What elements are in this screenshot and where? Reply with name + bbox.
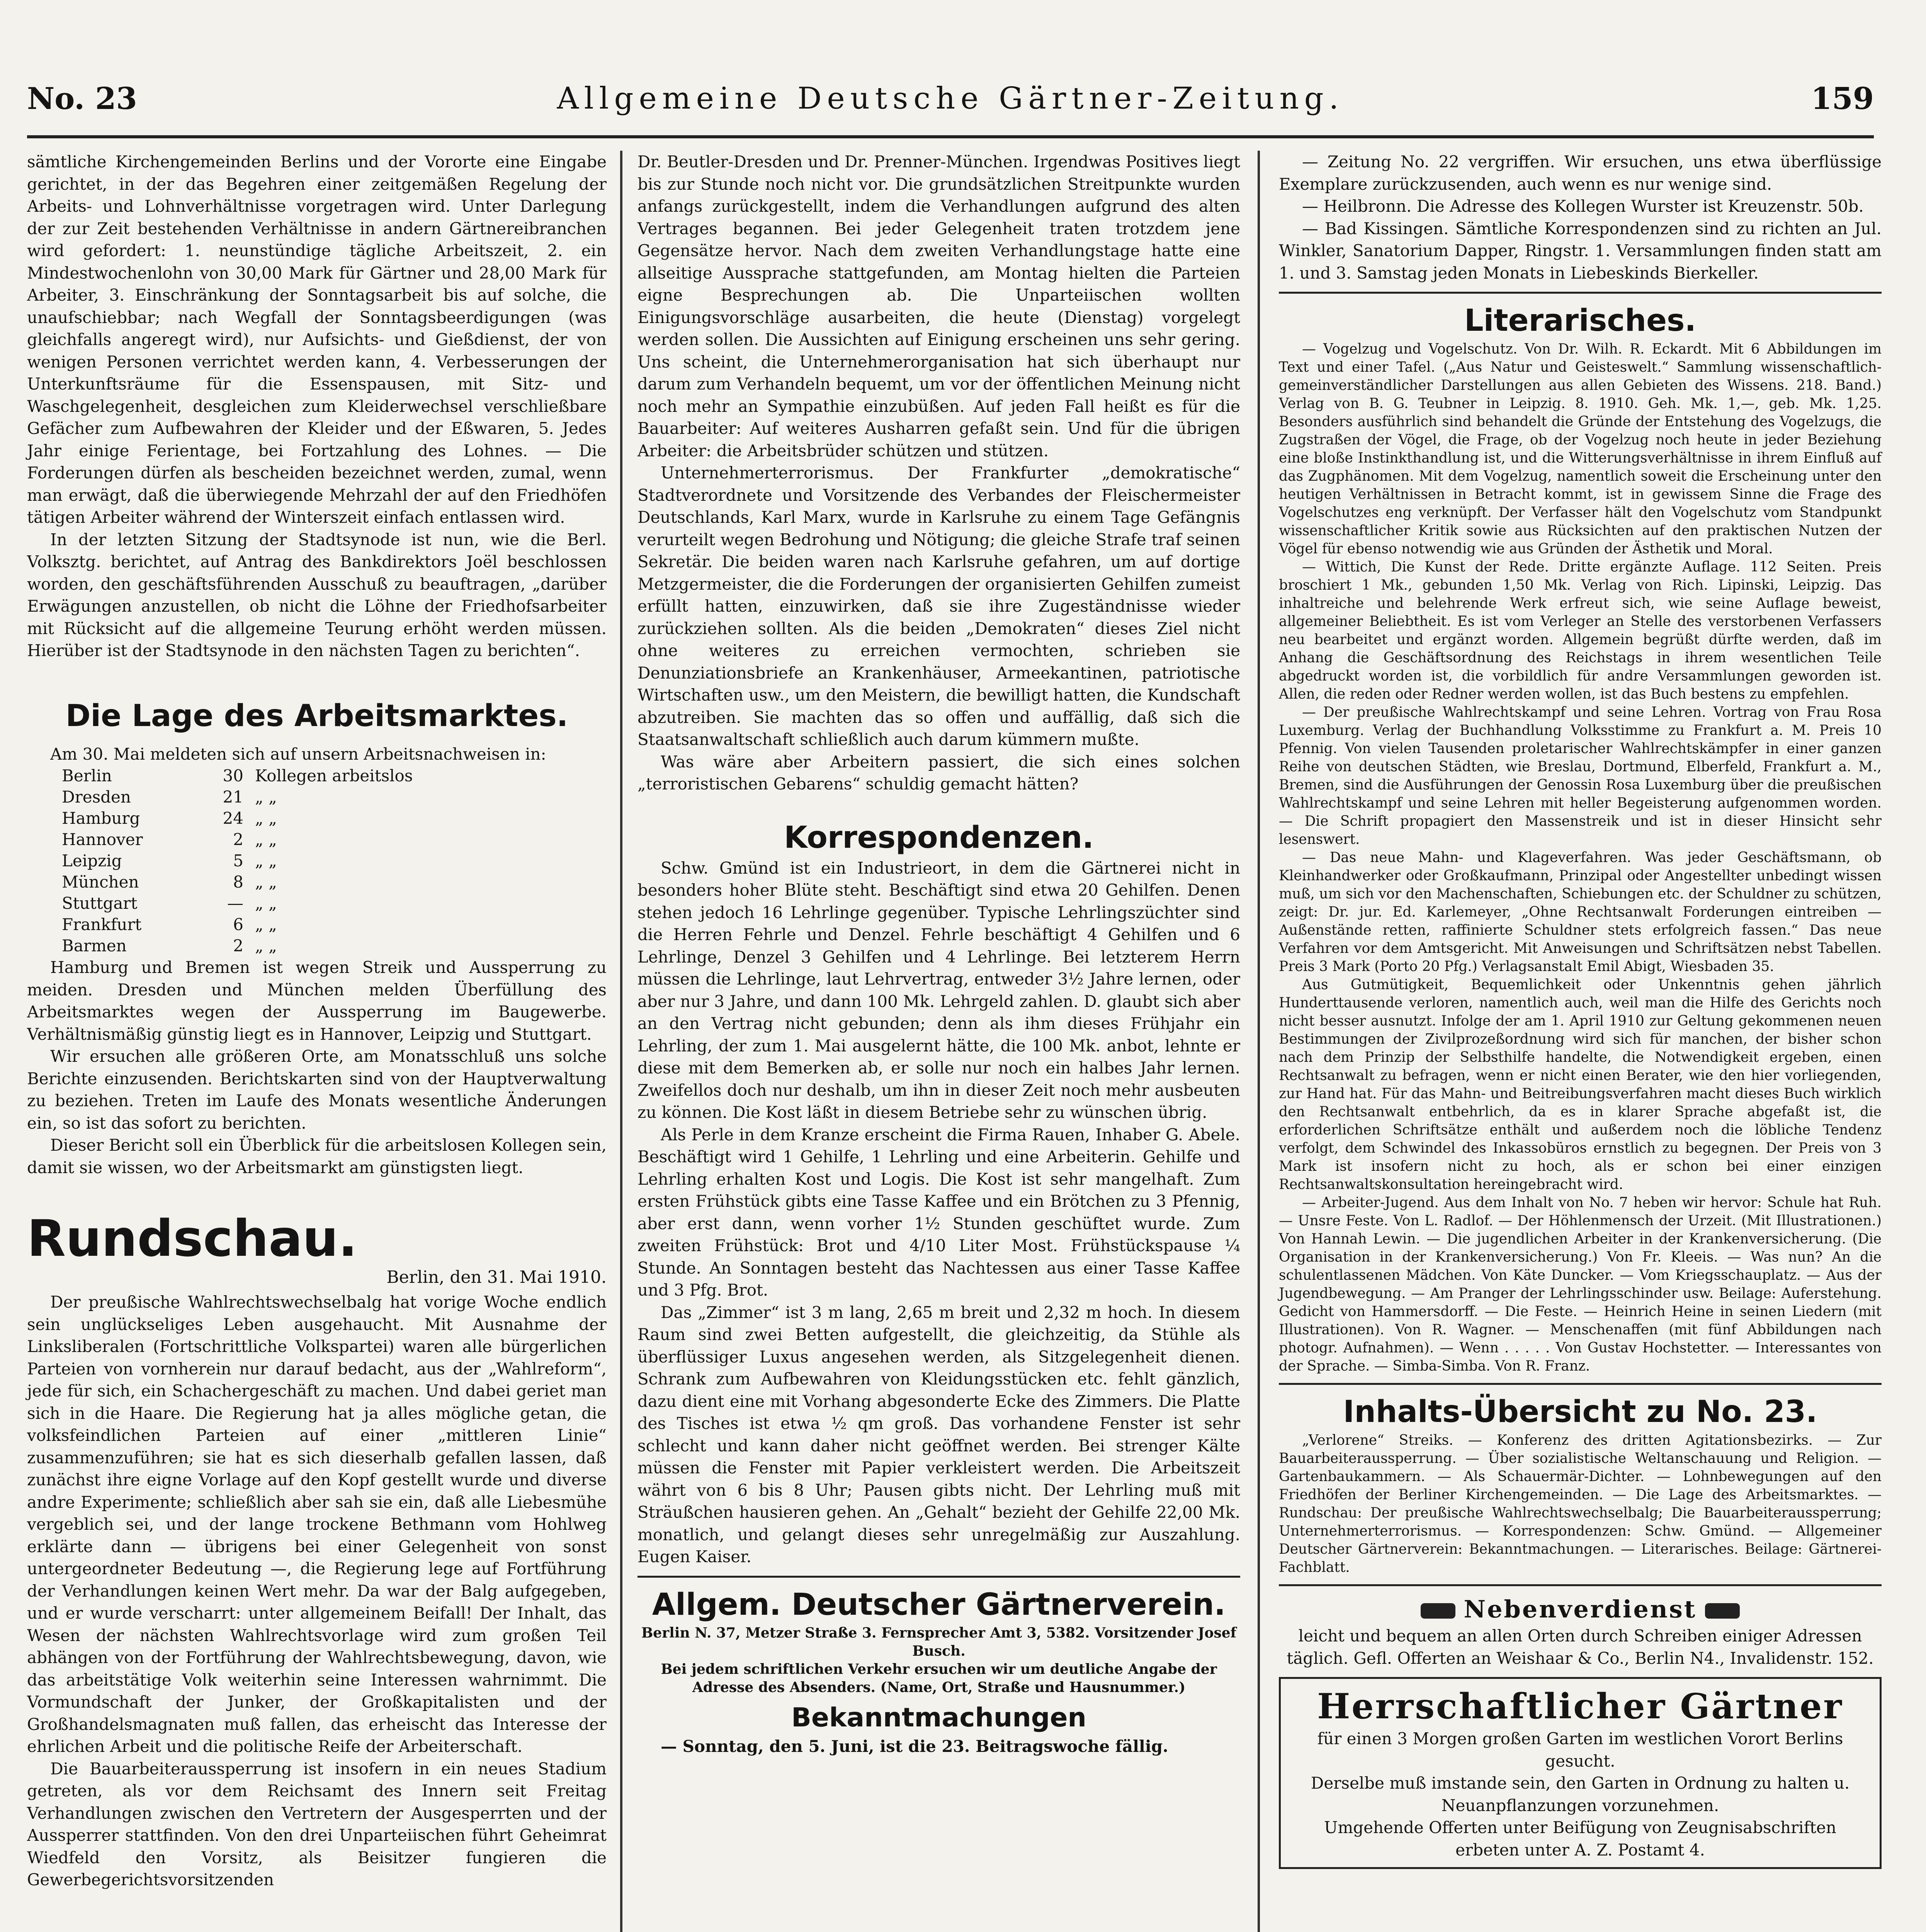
section-heading: Allgem. Deutscher Gärtnerverein. [652,1587,1226,1622]
column-1 [27,151,607,1891]
article-text: Unternehmerterrorismus. Der Frankfurter „demokratische“ Stadtverordnete und Vorsitzende des Verbandes der Fleischermeister Deutschlands, Karl Marx, wurde in Karlsruhe zu einem Tage Gefängnis verurteilt wegen Bedrohung und Nötigung; die gleiche Strafe traf seinen Sekretär. Die beiden waren nach Karlsruhe gefahren, um auf dortige Metzgermeister, die die Forderungen der organisierten Gehilfen zumeist erfüllt hatten, einzuwirken, daß sie ihre Zugeständnisse wieder zurückziehen sollten. Als die beiden „Demokraten“ dieses Ziel nicht ohne weiteres zu erreichen vermochten, schrieben sie Denunziationsbriefe an Krankenhäuser, Armeekantinen, patriotische Wirtschaften usw., um den Meistern, die bewilligt hatten, die Kundschaft abzutreiben. Sie machten das so offen und auffällig, daß sich die Staatsanwaltschaft schließlich auch darum kümmern mußte. [637,463,1240,749]
article-text: sämtliche Kirchengemeinden Berlins und der Vororte eine Eingabe gerichtet, in der das Begehren einer zeitgemäßen Regelung der Arbeits- und Lohnverhältnisse vorgetragen wird. Unter Darlegung der zur Zeit bestehenden Verhältnisse in andern Gärtnereibranchen wird gefordert: 1. neunstündige tägliche Arbeitszeit, 2. ein Mindestwochenlohn von 30,00 Mark für Gärtner und 28,00 Mark für Arbeiter, 3. Einschränkung der Sonntagsarbeit bis auf solche, die unaufschiebbar; nach Wegfall der Sonntagsbeerdigungen (was gleichfalls angeregt wird), nur Aufsichts- und Gießdienst, der von wenigen Personen verrichtet werden kann, 4. Verbesserungen der Unterkunftsräume für die Essenspausen, mit Sitz- und Waschgelegenheit, desgleichen zum Kleiderwechsel verschließbare Gefächer zum Aufbewahren der Kleider und der Eßwaren, 5. Jedes Jahr einige Ferientage, bei Fortzahlung des Lohnes. — Die Forderungen dürfen als bescheiden bezeichnet werden, zumal, wenn man erwägt, daß die überwiegende Mehrzahl der auf den Friedhöfen tätigen Arbeiter während der Winterszeit einfach entlassen wird. [27,152,607,527]
association-address: Berlin N. 37, Metzer Straße 3. Fernsprecher Amt 3, 5382. Vorsitzender Josef Busch. [641,1624,1237,1659]
ad-text: Umgehende Offerten unter Beifügung von Zeugnisabschriften erbeten unter A. Z. Postamt 4. [1324,1818,1836,1859]
literature-entry: — Das neue Mahn- und Klageverfahren. Was jeder Geschäftsmann, ob Kleinhandwerker oder Großkaufmann, Prinzipal oder Angestellter unbedingt wissen muß, um sich vor den Machenschaften, Schiebungen etc. der Schuldner zu schützen, zeigt: Dr. jur. Ed. Karlemeyer, „Ohne Rechtsanwalt Forderungen eintreiben — Außenstände retten, raffinierte Schuldner stets erfolgreich fassen.“ Das neue Verfahren vor dem Amtsgericht. Mit Anweisungen und Schriftsätzen nebst Tabellen. Preis 3 Mark (Porto 20 Pfg.) Verlagsanstalt Emil Abigt, Wiesbaden 35. [1279,850,1882,975]
ad-text: leicht und bequem an allen Orten durch Schreiben einiger Adressen täglich. Gefl. Offerten an Weishaar & Co., Berlin N4., Invalidenstr. 152. [1287,1626,1874,1668]
divider [1279,1383,1882,1385]
article-text: Dr. Beutler-Dresden und Dr. Prenner-München. Irgendwas Positives liegt bis zur Stunde noch nicht vor. Die grundsätzlichen Streitpunkte wurden anfangs zurückgestellt, indem die Verhandlungen aufgrund des alten Vertrages begannen. Bei jeder Gelegenheit traten trotzdem jene Gegensätze hervor. Nach dem zweiten Verhandlungstage hatte eine allseitige Aussprache stattgefunden, am Montag hielten die Parteien eigne Besprechungen ab. Die Unparteiischen wollten Einigungsvorschläge ausarbeiten, die heute (Dienstag) vorgelegt werden sollen. Die Aussichten auf Einigung erscheinen uns sehr gering. Uns scheint, die Unternehmerorganisation hat sich überhaupt nur darum zum Verhandeln bequemt, um vor der öffentlichen Meinung nicht noch mehr an Sympathie einzubüßen. Auf jeden Fall heißt es für die Bauarbeiter: Auf weiteres Ausharren gefaßt sein. Und für die übrigen Arbeiter: die Arbeitsbrüder schützen und stützen. [637,152,1240,460]
notice-text: — Bad Kissingen. Sämtliche Korrespondenzen sind zu richten an Jul. Winkler, Sanatorium Dapper, Ringstr. 1. Versammlungen finden statt am 1. und 3. Samstag jeden Monats in Liebeskinds Bierkeller. [1279,219,1882,282]
table-row: Hamburg 24 „ „ [62,809,277,828]
section-heading: Inhalts-Übersicht zu No. 23. [1343,1395,1817,1429]
article-text: In der letzten Sitzung der Stadtsynode ist nun, wie die Berl. Volksztg. berichtet, auf Antrag des Bankdirektors Joël beschlossen worden, den geschäftsführenden Ausschuß zu beauftragen, „darüber Erwägungen anzustellen, ob nicht die Löhne der Friedhofsarbeiter mit Rücksicht auf die allgemeine Teurung erhöht werden müssen. Hierüber ist der Stadtsynode in den nächsten Tagen zu berichten“. [27,530,607,660]
jobless-table [62,765,607,956]
article-text: Am 30. Mai meldeten sich auf unsern Arbeitsnachweisen in: [50,744,546,764]
article-text: Als Perle in dem Kranze erscheint die Firma Rauen, Inhaber G. Abele. Beschäftigt wird 1 Gehilfe, 1 Lehrling und eine Arbeiterin. Gehilfe und Lehrling erhalten Kost und Logis. Die Kost ist sehr mangelhaft. Zum ersten Frühstück gibts eine Tasse Kaffee und ein Brötchen zu 3 Pfennig, aber erst dann, wenn vorher 1½ Stunden geschüftet wurde. Zum zweiten Frühstück: Brot und 4/10 Liter Most. Frühstückspause ¼ Stunde. An Sonntagen besteht das Nachtessen aus einer Tasse Kaffee und 3 Pfg. Brot. [637,1125,1240,1299]
section-heading: Literarisches. [1464,303,1697,338]
literature-entry: — Wittich, Die Kunst der Rede. Dritte ergänzte Auflage. 112 Seiten. Preis broschiert 1 Mk., gebunden 1,50 Mk. Verlag von Rich. Lipinski, Leipzig. Das inhaltreiche und belehrende Werk erfreut sich, wie seine Auflage beweist, allgemeiner Beliebtheit. Es ist vom Verleger an Stelle des verstorbenen Verfassers neu bearbeitet und ergänzt worden. Allgemein begrüßt dürfte werden, daß im Anhang die Geschäftsordnung des Reichstags in ihrem wesentlichen Teile abgedruckt worden ist, die vorbildlich für andre Versammlungen geworden ist. Allen, die reden oder Redner werden wollen, ist das Buch bestens zu empfehlen. [1279,559,1882,702]
article-text: Was wäre aber Arbeitern passiert, die sich eines solchen „terroristischen Gebarens“ schuldig gemacht hätten? [637,752,1240,793]
divider [1279,292,1882,294]
association-note: Bei jedem schriftlichen Verkehr ersuchen wir um deutliche Angabe der Adresse des Absenders. (Name, Ort, Straße und Hausnummer.) [661,1661,1217,1696]
announcement-text: — Sonntag, den 5. Juni, ist die 23. Beitragswoche fällig. [661,1736,1168,1756]
table-of-contents [1279,1431,1882,1577]
column-divider [620,151,622,1932]
literature-entry: — Vogelzug und Vogelschutz. Von Dr. Wilh. R. Eckardt. Mit 6 Abbildungen im Text und einer Tafel. („Aus Natur und Geisteswelt.“ Sammlung wissenschaftlich-gemeinverständlicher Darstellungen aus allen Gebieten des Wissens. 218. Band.) Verlag von B. G. Teubner in Leipzig. 8. 1910. Geh. Mk. 1,—, geb. Mk. 1,25. Besonders ausführlich sind behandelt die Gründe der Entstehung des Vogelzugs, die Zugstraßen der Vögel, die Frage, ob der Vogelzug noch heute in jeder Beziehung eine bloße Instinkthandlung ist, und die Witterungsverhältnisse in ihrem Einfluß auf das Zugphänomen. Mit dem Vogelzug, namentlich soweit die Erscheinung unter den heutigen Verhältnissen in Betracht kommt, ist in gewissem Sinne die Frage des Vogelschutzes eng verknüpft. Der Verfasser hält den Vogelschutz vom Standpunkt wissenschaftlicher Kritik sowie aus Rücksichten auf den praktischen Nutzen der Vögel für ebenso notwendig wie aus Gründen der Ästhetik und Moral. [1279,341,1882,557]
column-divider [1258,151,1260,1932]
section-heading: Rundschau. [27,1209,357,1268]
table-row: Hannover 2 „ „ [62,830,277,849]
table-row: Leipzig 5 „ „ [62,851,277,870]
table-row: Stuttgart — „ „ [62,894,277,913]
ad-text: Derselbe muß imstande sein, den Garten in Ordnung zu halten u. Neuanpflanzungen vorzunehmen. [1311,1774,1850,1815]
advertisement [1279,1677,1882,1869]
article-text: Die Bauarbeiteraussperrung ist insofern in ein neues Stadium getreten, als vor dem Reichsamt des Innern seit Freitag Verhandlungen zwischen den Vertretern der Ausgesperrten und der Aussperrer stattfinden. Von den drei Unparteiischen führt Geheimrat Wiedfeld den Vorsitz, als Beisitzer fungieren die Gewerbegerichtsvorsitzenden [27,1759,607,1889]
divider [1279,1584,1882,1586]
table-row: München 8 „ „ [62,872,277,891]
page-number: 159 [1811,81,1874,116]
section-heading: Bekanntmachungen [791,1702,1086,1733]
dateline: Berlin, den 31. Mai 1910. [386,1267,607,1287]
article-text: Wir ersuchen alle größeren Orte, am Monatsschluß uns solche Berichte einzusenden. Berichtskarten sind von der Hauptverwaltung zu beziehen. Treten im Laufe des Monats wesentliche Änderungen ein, so ist das sofort zu berichten. [27,1047,607,1133]
section-heading: Korrespondenzen. [784,820,1094,855]
ad-text: für einen 3 Morgen großen Garten im westlichen Vorort Berlins gesucht. [1317,1729,1843,1770]
notice-text: — Zeitung No. 22 vergriffen. Wir ersuchen, uns etwa überflüssige Exemplare zurückzusenden, auch wenn es nur wenige sind. [1279,152,1882,194]
literature-entry: Aus Gutmütigkeit, Bequemlichkeit oder Unkenntnis gehen jährlich Hunderttausende verloren, namentlich auch, weil man die Hilfe des Gerichts noch nicht besser ausnutzt. Infolge der am 1. April 1910 zur Geltung gekommenen neuen Bestimmungen der Zivilprozeßordnung wird sich für manchen, der bisher schon nach dem Prinzip der Selbsthilfe handelte, die Notwendigkeit ergeben, einen Rechtsanwalt zu befragen, wenn er nicht einen Berater, wie den hier vorliegenden, zur Hand hat. Für das Mahn- und Beitreibungsverfahren macht dieses Buch wirklich den Rechtsanwalt entbehrlich, da es in klarer Sprache abgefaßt ist, die erforderlichen Schriftsätze enthält und außerdem noch die löbliche Tendenz verfolgt, dem Schwindel des Inkassobüros ernstlich zu begegnen. Der Preis von 3 Mark ist insofern nicht zu hoch, als er schon bei einer einzigen Rechtsanwaltskonsultation hereingebracht wird. [1279,977,1882,1192]
column-3 [1279,151,1882,1869]
page-header [27,58,1874,138]
literature-entry: — Der preußische Wahlrechtskampf und seine Lehren. Vortrag von Frau Rosa Luxemburg. Verlag der Buchhandlung Volksstimme zu Frankfurt a. M. Preis 10 Pfennig. Von vielen Tausenden proletarischer Wahlrechtskämpfer in einer ganzen Reihe von deutschen Städten, wie Breslau, Dortmund, Elberfeld, Frankfurt a. M., Bremen, sind die Ausführungen der Genossin Rosa Luxemburg über die preußischen Wahlrechtskampf und seine Lehren mit heller Begeisterung aufgenommen worden. — Die Schrift propagiert den Massenstreik und ist in dieser Hinsicht sehr lesenswert. [1279,704,1882,847]
literature-entry: — Arbeiter-Jugend. Aus dem Inhalt von No. 7 heben wir hervor: Schule hat Ruh. — Unsre Feste. Von L. Radlof. — Der Höhlenmensch der Urzeit. (Mit Illustrationen.) Von Hannah Lewin. — Die jugendlichen Arbeiter in der Krankenversicherung. (Die Organisation in der Krankenversicherung.) Von Fr. Kleeis. — Was nun? An die schulentlassenen Mädchen. Von Käte Duncker. — Vom Kriegsschauplatz. — Aus der Jugendbewegung. — Am Pranger der Lehrlingsschinder usw. Beilage: Auferstehung. Gedicht von Hammersdorff. — Die Feste. — Heinrich Heine in seinen Liedern (mit Illustrationen). Von R. Wagner. — Menschenaffen (mit fünf Abbildungen nach photogr. Aufnahmen). — Wenn . . . . . Von Gustav Hochstetter. — Interessantes von der Sprache. — Simba-Simba. Von R. Franz. [1279,1195,1882,1374]
ad-title: Nebenverdienst [1464,1595,1697,1623]
notice-text: — Heilbronn. Die Adresse des Kollegen Wurster ist Kreuzenstr. 50b. [1302,197,1864,216]
issue-number: No. 23 [27,81,137,116]
pointing-hand-icon [1705,1603,1740,1619]
pointing-hand-icon [1421,1603,1455,1619]
column-2 [637,151,1240,1757]
section-heading: Die Lage des Arbeitsmarktes. [65,698,568,733]
table-row: Dresden 21 „ „ [62,787,277,806]
literature-section [1279,340,1882,1375]
article-text: Schw. Gmünd ist ein Industrieort, in dem die Gärtnerei nicht in besonders hoher Blüte steht. Beschäftigt sind etwa 20 Gehilfen. Denen stehen jedoch 16 Lehrlinge gegenüber. Typische Lehrlingszüchter sind die Herren Fehrle und Denzel. Fehrle beschäftigt 4 Gehilfen und 6 Lehrlinge, Denzel 3 Gehilfen und 4 Lehrlinge. Bei letzterem Herrn müssen die Lehrlinge, laut Lehrvertrag, entweder 3½ Jahre lernen, oder aber nur 3 Jahre, und dann 100 Mk. Lehrgeld zahlen. D. glaubt sich aber an den Vertrag nicht gebunden; denn als ihm dieses Frühjahr ein Lehrling, der zum 1. Mai ausgelernt hätte, die 100 Mk. anbot, lehnte er diese mit dem Bemerken ab, er solle nur noch ein halbes Jahr lernen. Zweifellos doch nur deshalb, um ihn in dieser Zeit noch mehr ausbeuten zu können. Die Kost läßt in diesem Betriebe sehr zu wünschen übrig. [637,858,1240,1122]
table-row: Barmen 2 „ „ [62,936,277,955]
article-text: Das „Zimmer“ ist 3 m lang, 2,65 m breit und 2,32 m hoch. In diesem Raum sind zwei Betten aufgestellt, die gleichzeitig, da Stühle als überflüssiger Luxus angesehen werden, als Sitzgelegenheit dienen. Schrank zum Aufbewahren von Kleidungsstücken etc. fehlt gänzlich, dazu dient eine mit Vorhang abgesonderte Ecke des Zimmers. Die Platte des Tisches ist etwa ½ qm groß. Das vorhandene Fenster ist sehr schlecht und kann daher nicht geöffnet werden. Bei strenger Kälte müssen die Fenster mit Papier verkleistert werden. Die Arbeitszeit währt von 6 bis 8 Uhr; Pausen gibts nicht. Der Lehrling muß mit Sträußchen hausieren gehen. An „Gehalt“ bezieht der Gehilfe 22,00 Mk. monatlich, und gelangt dieses sehr unregelmäßig zur Auszahlung. Eugen Kaiser. [637,1303,1240,1566]
table-row: Frankfurt 6 „ „ [62,915,277,934]
contents-text: „Verlorene“ Streiks. — Konferenz des dritten Agitationsbezirks. — Zur Bauarbeiteraussperrung. — Über sozialistische Weltanschauung und Religion. — Gartenbaukammern. — Als Schauermär-Dichter. — Lohnbewegungen auf den Friedhöfen der Berliner Kirchengemeinden. — Die Lage des Arbeitsmarktes. — Rundschau: Der preußische Wahlrechtswechselbalg; Die Bauarbeiteraussperrung; Unternehmerterrorismus. — Korrespondenzen: Schw. Gmünd. — Allgemeiner Deutscher Gärtnerverein: Bekanntmachungen. — Literarisches. Beilage: Gärtnerei-Fachblatt. [1279,1432,1882,1575]
article-text: Hamburg und Bremen ist wegen Streik und Aussperrung zu meiden. Dresden und München melden Überfüllung des Arbeitsmarktes wegen der Aussperrung im Baugewerbe. Verhältnismäßig günstig liegt es in Hannover, Leipzig und Stuttgart. [27,958,607,1044]
table-row: Berlin 30 Kollegen arbeitslos [62,766,413,785]
article-text: Der preußische Wahlrechtswechselbalg hat vorige Woche endlich sein unglückseliges Leben ausgehaucht. Mit Ausnahme der Linksliberalen (Fortschrittliche Volkspartei) waren alle bürgerlichen Parteien von vornherein nur darauf bedacht, aus der „Wahlreform“, jede für sich, ein Schachergeschäft zu machen. Und dabei geriet man sich in die Haare. Die Regierung hat ja alles mögliche getan, die volksfeindlichen Parteien auf einer „mittleren Linie“ zusammenzuführen; sie hat es sich dieserhalb gefallen lassen, daß zunächst ihre eigne Vorlage auf den Kopf gestellt wurde und diverse andre Experimente; schließlich aber sah sie ein, daß alle Liebesmühe vergeblich sei, und der lange trockene Bethmann vom Hohlweg erklärte dann — übrigens bei einer Gelegenheit von sonst untergeordneter Bedeutung —, die Regierung lege auf Fortführung der Verhandlungen keinen Wert mehr. Da war der Balg aufgegeben, und er wurde verscharrt: unter allgemeinem Beifall! Der Inhalt, das Wesen der nächsten Wahlrechtsvorlage wird zum großen Teil abhängen von der Fortführung der Wahlrechtsbewegung, davon, wie das arbeitstätige Volk weiterhin seine Interessen wahrnimmt. Die Vormundschaft der Junker, der Großkapitalisten und der Großhandelsmagnaten muß fallen, das erheischt das Interesse der ehrlichen Arbeit und die politische Reife der Arbeiterschaft. [27,1293,607,1756]
ad-title: Herrschaftlicher Gärtner [1317,1686,1843,1727]
article-text: Dieser Bericht soll ein Überblick für die arbeitslosen Kollegen sein, damit sie wissen, wo der Arbeitsmarkt am günstigsten liegt. [27,1136,607,1177]
advertisement [1279,1594,1882,1669]
newspaper-title: Allgemeine Deutsche Gärtner-Zeitung. [557,81,1344,116]
divider [637,1576,1240,1578]
